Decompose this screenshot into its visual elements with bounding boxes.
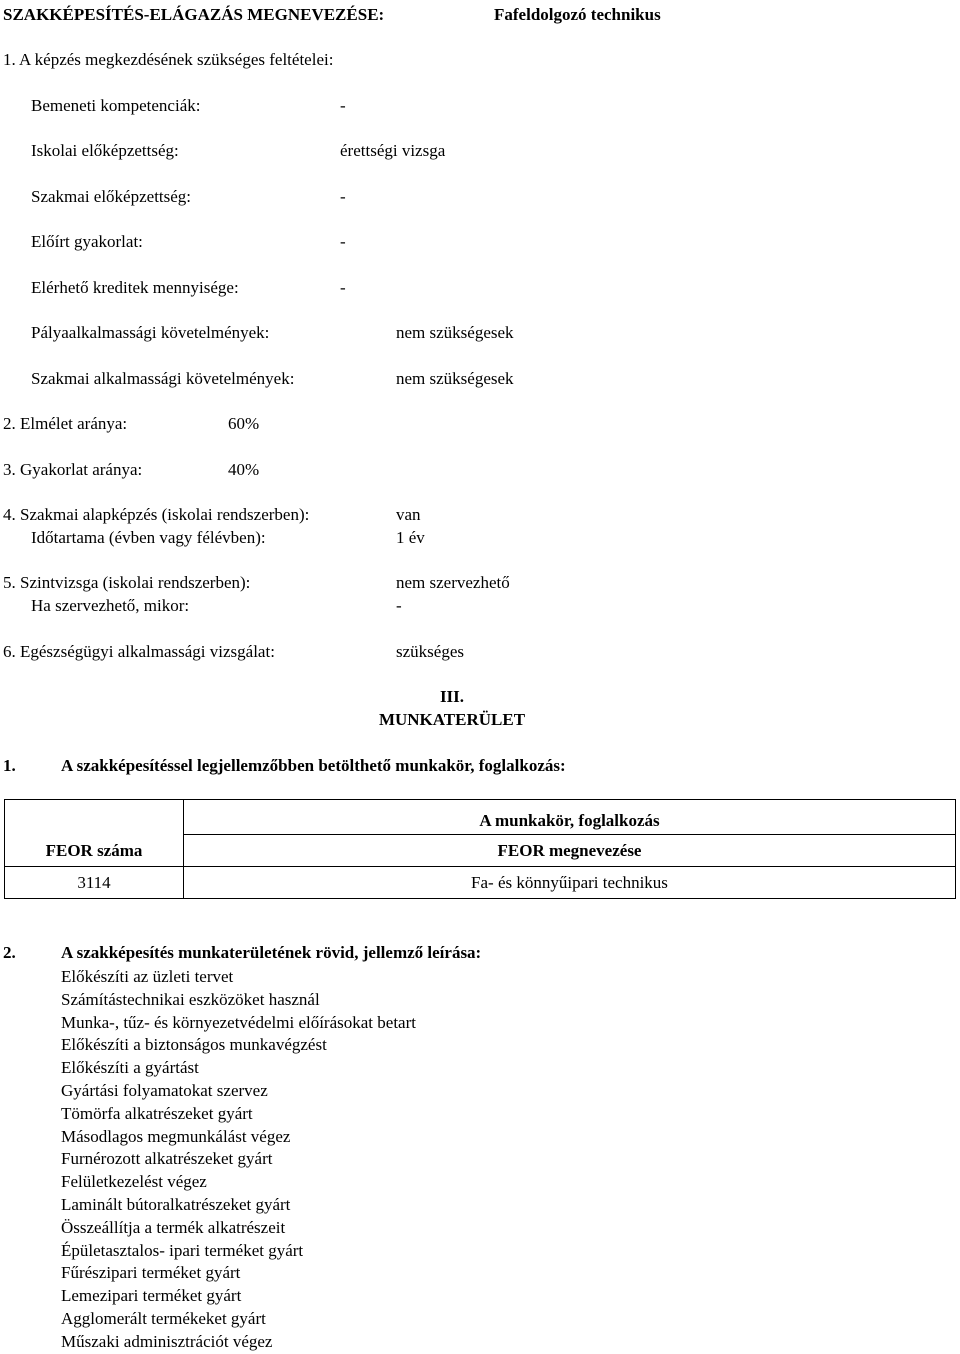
level-exam-label: 5. Szintvizsga (iskolai rendszerben): — [3, 573, 251, 592]
list-item: Laminált bútoralkatrészeket gyárt — [61, 1194, 291, 1214]
feor-name-header-text: FEOR megnevezése — [497, 840, 642, 860]
requirement-value: - — [340, 96, 346, 115]
occupation-group-header — [184, 800, 956, 835]
level-exam-when-value: - — [396, 596, 402, 615]
list-item: Összeállítja a termék alkatrészeit — [61, 1217, 286, 1237]
basic-training-label: 4. Szakmai alapképzés (iskolai rendszerben): — [3, 505, 310, 524]
list-item: Épületasztalos- ipari terméket gyárt — [61, 1240, 304, 1260]
list-item: Gyártási folyamatokat szervez — [61, 1080, 268, 1100]
theory-ratio-value: 60% — [228, 414, 260, 433]
basic-training-value: van — [396, 505, 421, 524]
description-list — [61, 966, 416, 1354]
list-item: Fűrészipari terméket gyárt — [61, 1263, 241, 1283]
health-check-label: 6. Egészségügyi alkalmassági vizsgálat: — [3, 642, 275, 661]
feor-code-header — [5, 800, 184, 867]
feor-name-cell: Fa- és könnyűipari technikus — [184, 867, 956, 899]
feor-table — [4, 799, 956, 899]
work-heading-text: A szakképesítéssel legjellemzőbben betölthető munkakör, foglalkozás: — [61, 756, 566, 775]
list-item: Előkészíti az üzleti tervet — [61, 967, 234, 986]
list-item: Agglomerált termékeket gyárt — [61, 1308, 266, 1328]
requirement-label: Bemeneti kompetenciák: — [31, 96, 201, 115]
chapter-title: MUNKATERÜLET — [378, 710, 526, 729]
requirement-value: - — [340, 187, 346, 206]
list-item: Másodlagos megmunkálást végez — [61, 1126, 291, 1146]
work-heading-number: 1. — [3, 756, 16, 775]
header-label: SZAKKÉPESÍTÉS-ELÁGAZÁS MEGNEVEZÉSE: — [3, 5, 385, 24]
requirement-value: nem szükségesek — [396, 323, 514, 342]
requirement-label: Szakmai előképzettség: — [31, 187, 192, 206]
list-item: Előkészíti a gyártást — [61, 1058, 199, 1078]
requirement-value: - — [340, 278, 346, 297]
list-item: Tömörfa alkatrészeket gyárt — [61, 1103, 253, 1123]
health-check-value: szükséges — [396, 642, 464, 661]
list-item: Munka-, tűz- és környezetvédelmi előírásokat betart — [61, 1012, 416, 1032]
requirement-value: nem szükségesek — [396, 369, 514, 388]
feor-name-header — [184, 835, 956, 867]
requirement-value: érettségi vizsga — [340, 141, 446, 160]
occupation-group-header-text: A munkakör, foglalkozás — [479, 811, 660, 830]
requirement-label: Pályaalkalmassági követelmények: — [31, 323, 270, 342]
chapter-number: III. — [439, 687, 465, 706]
list-item: Furnérozott alkatrészeket gyárt — [61, 1149, 273, 1169]
table-row — [5, 867, 956, 899]
level-exam-when-label: Ha szervezhető, mikor: — [31, 596, 190, 615]
list-item: Számítástechnikai eszközöket használ — [61, 989, 320, 1009]
requirement-label: Iskolai előképzettség: — [31, 141, 179, 160]
list-item: Felületkezelést végez — [61, 1172, 207, 1192]
duration-value: 1 év — [396, 528, 425, 547]
theory-ratio-label: 2. Elmélet aránya: — [3, 414, 128, 433]
practice-ratio-label: 3. Gyakorlat aránya: — [3, 460, 143, 479]
requirement-label: Előírt gyakorlat: — [31, 232, 143, 251]
description-heading-text: A szakképesítés munkaterületének rövid, jellemző leírása: — [61, 943, 482, 962]
header-value: Fafeldolgozó technikus — [494, 5, 661, 24]
level-exam-value: nem szervezhető — [396, 573, 510, 592]
list-item: Lemezipari terméket gyárt — [61, 1286, 242, 1306]
requirement-value: - — [340, 232, 346, 251]
duration-label: Időtartama (évben vagy félévben): — [31, 528, 266, 547]
requirement-label: Elérhető kreditek mennyisége: — [31, 278, 239, 297]
feor-code-header-text: FEOR száma — [45, 841, 143, 860]
list-item: Előkészíti a biztonságos munkavégzést — [61, 1035, 327, 1055]
feor-code-cell: 3114 — [5, 867, 184, 899]
requirement-label: Szakmai alkalmassági követelmények: — [31, 369, 295, 388]
section1-title: 1. A képzés megkezdésének szükséges feltételei: — [3, 50, 334, 69]
list-item: Műszaki adminisztrációt végez — [61, 1331, 273, 1351]
practice-ratio-value: 40% — [228, 460, 260, 479]
description-heading-number: 2. — [3, 943, 16, 962]
